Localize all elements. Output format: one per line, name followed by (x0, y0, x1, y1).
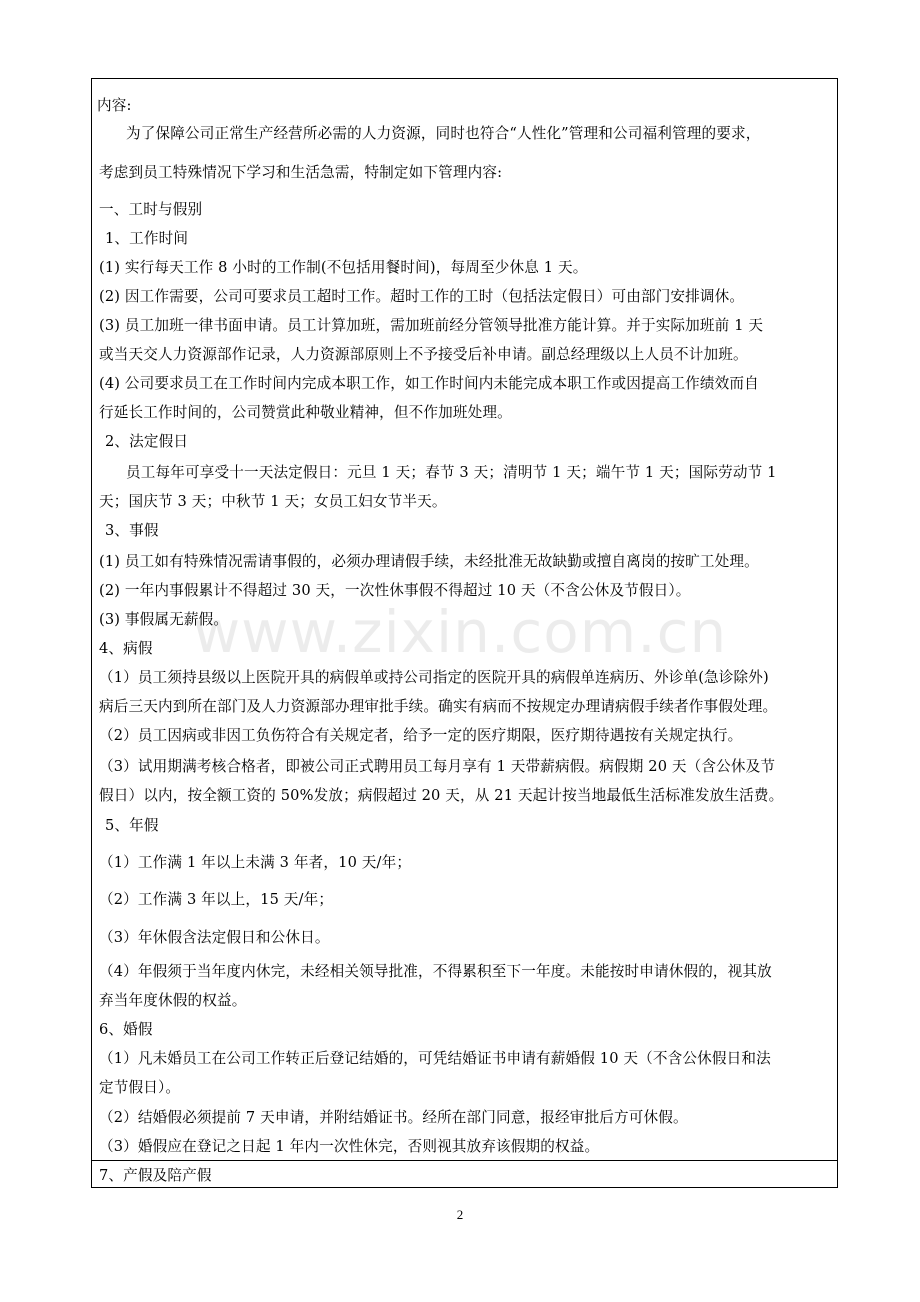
paragraph-line: (1) 实行每天工作 8 小时的工作制(不包括用餐时间)，每周至少休息 1 天。 (99, 259, 588, 276)
paragraph-line: （3）年休假含法定假日和公休日。 (99, 929, 330, 946)
paragraph-line: (3) 事假属无薪假。 (99, 611, 229, 628)
paragraph-line: (2) 一年内事假累计不得超过 30 天，一次性休事假不得超过 10 天（不含公休及节假日）。 (99, 582, 691, 599)
heading-holidays: 2、法定假日 (105, 433, 189, 450)
page-number: 2 (456, 1207, 464, 1222)
heading-sick-leave: 4、病假 (99, 640, 153, 657)
paragraph-line: （2）结婚假必须提前 7 天申请，并附结婚证书。经所在部门同意，报经审批后方可休假。 (99, 1109, 688, 1126)
heading-marriage-leave: 6、婚假 (99, 1021, 153, 1038)
paragraph-line: 或当天交人力资源部作记录，人力资源部原则上不予接受后补申请。副总经理级以上人员不计加班。 (99, 346, 748, 363)
paragraph-line: (3) 员工加班一律书面申请。员工计算加班，需加班前经分管领导批准方能计算。并于实际加班前 1 天 (99, 317, 764, 334)
paragraph-line: (1) 员工如有特殊情况需请事假的，必须办理请假手续，未经批准无故缺勤或擅自离岗的按旷工处理。 (99, 553, 759, 570)
heading-annual-leave: 5、年假 (105, 817, 159, 834)
watermark: www.zixin.com.cn (192, 598, 728, 666)
content-label: 内容: (97, 97, 132, 114)
paragraph-line: （1）员工须持县级以上医院开具的病假单或持公司指定的医院开具的病假单连病历、外诊单(急诊除外) (99, 669, 769, 686)
paragraph-line: (4) 公司要求员工在工作时间内完成本职工作，如工作时间内未能完成本职工作或因提高工作绩效而自 (99, 375, 759, 392)
heading-maternity-leave: 7、产假及陪产假 (99, 1167, 212, 1184)
section-title: 一、工时与假别 (99, 201, 203, 218)
paragraph-line: 天；国庆节 3 天；中秋节 1 天；女员工妇女节半天。 (99, 493, 447, 510)
paragraph-line: 弃当年度休假的权益。 (99, 992, 247, 1009)
paragraph-line: 员工每年可享受十一天法定假日：元旦 1 天；春节 3 天；清明节 1 天；端午节 1 天；国际劳动节 1 (126, 464, 777, 481)
paragraph-line: （1）凡未婚员工在公司工作转正后登记结婚的，可凭结婚证书申请有薪婚假 10 天（不含公休假日和法 (99, 1050, 771, 1067)
paragraph-line: （2）工作满 3 年以上，15 天/年； (99, 891, 334, 908)
row-divider (91, 1160, 838, 1161)
heading-work-time: 1、工作时间 (105, 230, 189, 247)
paragraph-line: （3）婚假应在登记之日起 1 年内一次性休完，否则视其放弃该假期的权益。 (99, 1138, 600, 1155)
paragraph-line: （4）年假须于当年度内休完，未经相关领导批准，不得累积至下一年度。未能按时申请休假的，视其放 (99, 963, 772, 980)
paragraph-line: （1）工作满 1 年以上未满 3 年者，10 天/年； (99, 854, 412, 871)
intro-line-1: 为了保障公司正常生产经营所必需的人力资源，同时也符合“人性化”管理和公司福利管理的要求， (126, 125, 761, 142)
intro-line-2: 考虑到员工特殊情况下学习和生活急需，特制定如下管理内容: (99, 164, 503, 181)
paragraph-line: （3）试用期满考核合格者，即被公司正式聘用员工每月享有 1 天带薪病假。病假期 20 天（含公休及节 (99, 758, 776, 775)
paragraph-line: 假日）以内，按全额工资的 50%发放；病假超过 20 天，从 21 天起计按当地最低生活标准发放生活费。 (99, 787, 784, 804)
paragraph-line: 定节假日）。 (99, 1079, 181, 1096)
heading-personal-leave: 3、事假 (105, 522, 159, 539)
paragraph-line: (2) 因工作需要，公司可要求员工超时工作。超时工作的工时（包括法定假日）可由部门安排调休。 (99, 288, 745, 305)
paragraph-line: （2）员工因病或非因工负伤符合有关规定者，给予一定的医疗期限，医疗期待遇按有关规定执行。 (99, 727, 743, 744)
paragraph-line: 行延长工作时间的，公司赞赏此种敬业精神，但不作加班处理。 (99, 404, 512, 421)
paragraph-line: 病后三天内到所在部门及人力资源部办理审批手续。确实有病而不按规定办理请病假手续者作事假处理。 (99, 698, 778, 715)
